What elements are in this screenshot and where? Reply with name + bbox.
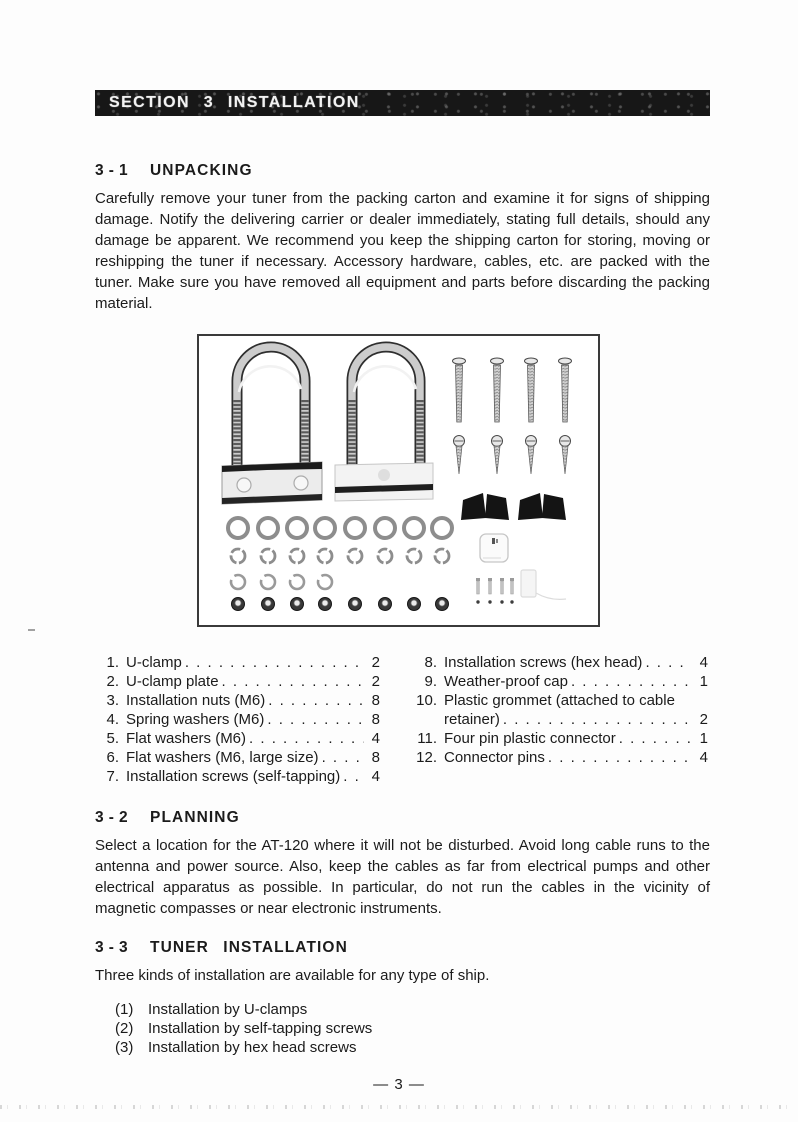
part-item <box>413 729 708 748</box>
part-item-continuation <box>413 710 708 729</box>
part-label: Four pin plastic connector <box>444 730 616 747</box>
part-number: 12. <box>416 749 437 766</box>
part-number: 10. <box>416 692 437 709</box>
part-number: 4. <box>106 711 119 728</box>
part-number: 11. <box>417 730 437 747</box>
method-number: (1) <box>115 1001 134 1018</box>
section-title: PLANNING <box>150 809 240 826</box>
section-number: 3 - 2 <box>95 809 129 826</box>
part-item <box>95 748 380 767</box>
part-qty: 4 <box>371 768 380 785</box>
part-item <box>413 691 708 710</box>
part-qty: 2 <box>371 673 380 690</box>
dot-leader <box>503 710 692 729</box>
dot-leader <box>343 767 364 786</box>
dot-leader <box>249 729 364 748</box>
method-label: Installation by U-clamps <box>148 1001 308 1018</box>
part-number: 6. <box>106 749 119 766</box>
dot-leader <box>268 691 364 710</box>
part-qty: 8 <box>371 711 380 728</box>
installation-method <box>115 1019 710 1038</box>
part-item <box>95 767 380 786</box>
heading-unpacking <box>95 162 710 180</box>
tuner-installation-paragraph: Three kinds of installation are available for any type of ship. <box>95 967 490 984</box>
part-number: 3. <box>106 692 119 709</box>
part-number: 9. <box>424 673 437 690</box>
part-qty: 8 <box>371 749 380 766</box>
heading-tuner-installation <box>95 939 710 957</box>
part-label: Installation nuts (M6) <box>126 692 266 709</box>
section-number: 3 - 1 <box>95 162 129 179</box>
installation-method <box>115 1000 710 1019</box>
section-banner-title: SECTION 3 INSTALLATION <box>109 94 360 111</box>
page-number: — 3 — <box>373 1076 425 1093</box>
dot-leader <box>222 672 364 691</box>
part-item <box>413 748 708 767</box>
method-label: Installation by hex head screws <box>148 1039 357 1056</box>
planning-paragraph: Select a location for the AT-120 where it will not be disturbed. Avoid long cable runs to the antenna and power source. Also, keep the cables as far from electrical pumps and other electrical apparatus as possible. In particular, do not run the cables in the vicinity of magnetic compasses or near electronic instruments. <box>95 837 710 917</box>
dot-leader <box>548 748 692 767</box>
dot-leader <box>571 672 692 691</box>
dot-leader <box>322 748 364 767</box>
part-label: Installation screws (hex head) <box>444 654 643 671</box>
part-label: Flat washers (M6) <box>126 730 247 747</box>
part-qty: 1 <box>699 673 708 690</box>
plastic-grommet-icon <box>480 534 508 562</box>
part-label: U-clamp plate <box>126 673 219 690</box>
unpacking-paragraph: Carefully remove your tuner from the packing carton and examine it for signs of shipping damage. Notify the delivering carrier or dealer immediately, stating full details, should any damage be apparent. We recommend you keep the shipping carton for storing, moving or reshipping the tuner if necessary. Accessory hardware, cables, etc. are packed with the tuner. Make sure you have removed all equipment and parts before discarding the packing material. <box>95 190 710 312</box>
parts-list-right-column <box>413 653 708 786</box>
method-number: (2) <box>115 1020 134 1037</box>
part-label: Spring washers (M6) <box>126 711 265 728</box>
part-label: Connector pins <box>444 749 545 766</box>
dot-leader <box>645 653 692 672</box>
parts-list <box>95 653 710 786</box>
part-qty: 2 <box>699 711 708 728</box>
part-label: Weather-proof cap <box>444 673 568 690</box>
scan-artifact-dash <box>28 629 35 631</box>
part-item <box>95 729 380 748</box>
parts-list-left-column <box>95 653 380 786</box>
part-label: Flat washers (M6, large size) <box>126 749 319 766</box>
part-qty: 4 <box>699 654 708 671</box>
part-label: Installation screws (self-tapping) <box>126 768 341 785</box>
section-number: 3 - 3 <box>95 939 129 956</box>
heading-planning <box>95 809 710 827</box>
dot-leader <box>619 729 692 748</box>
part-number: 8. <box>424 654 437 671</box>
part-qty: 1 <box>699 730 708 747</box>
section-banner <box>95 90 710 116</box>
method-label: Installation by self-tapping screws <box>148 1020 373 1037</box>
dot-leader <box>267 710 364 729</box>
part-item <box>413 672 708 691</box>
part-number: 5. <box>106 730 119 747</box>
method-number: (3) <box>115 1039 134 1056</box>
installation-methods-list <box>115 1000 710 1057</box>
part-item <box>95 653 380 672</box>
part-qty: 2 <box>371 654 380 671</box>
part-label: U-clamp <box>126 654 182 671</box>
dot-leader <box>185 653 364 672</box>
section-title: UNPACKING <box>150 162 253 179</box>
part-qty: 4 <box>699 749 708 766</box>
part-number: 1. <box>106 654 119 671</box>
part-item <box>413 653 708 672</box>
part-number: 2. <box>106 673 119 690</box>
part-label: Plastic grommet (attached to cable <box>444 692 675 709</box>
section-title: TUNER INSTALLATION <box>150 939 348 956</box>
part-number: 7. <box>106 768 119 785</box>
part-label: retainer) <box>444 711 500 728</box>
hardware-figure-svg <box>197 334 600 627</box>
part-item <box>95 672 380 691</box>
part-qty: 8 <box>371 692 380 709</box>
part-item <box>95 691 380 710</box>
hardware-figure <box>197 334 600 627</box>
scan-artifact-noise <box>0 1105 798 1109</box>
part-qty: 4 <box>371 730 380 747</box>
installation-method <box>115 1038 710 1057</box>
part-item <box>95 710 380 729</box>
